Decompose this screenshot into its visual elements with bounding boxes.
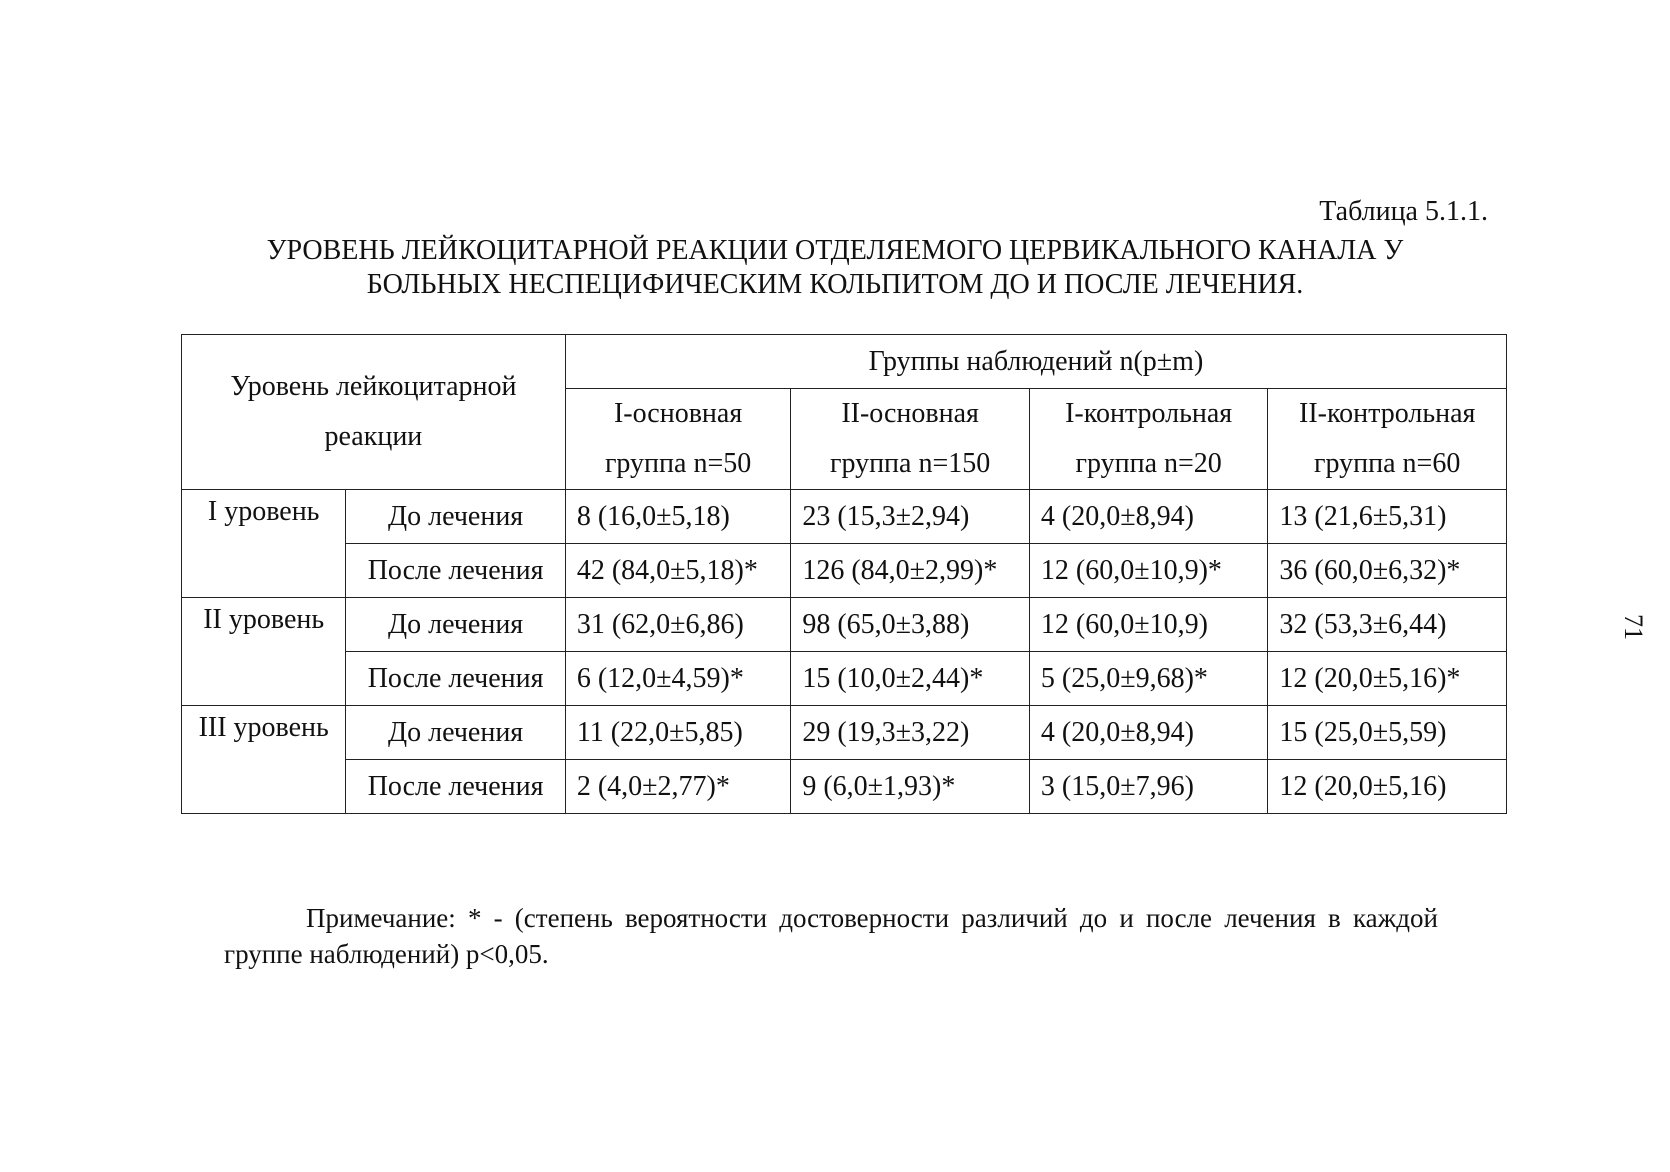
group-header-line-1: II-основная (841, 398, 979, 429)
row-header-line-2: реакции (324, 421, 423, 452)
phase-cell: После лечения (346, 652, 565, 706)
leukocyte-reaction-table (181, 334, 1507, 814)
value-cell: 3 (15,0±7,96) (1029, 760, 1268, 814)
value-cell: 32 (53,3±6,44) (1268, 598, 1507, 652)
value-cell: 9 (6,0±1,93)* (791, 760, 1030, 814)
group-header-line-2: группа n=50 (604, 448, 752, 479)
value-cell: 12 (60,0±10,9)* (1029, 544, 1268, 598)
value-cell: 5 (25,0±9,68)* (1029, 652, 1268, 706)
group-header-line-2: группа n=60 (1314, 448, 1461, 479)
group-header-cell (791, 389, 1030, 490)
page-number: 71 (1619, 614, 1648, 640)
group-header-line-1: I-основная (613, 398, 743, 429)
level-label-cell: II уровень (182, 598, 346, 706)
value-cell: 8 (16,0±5,18) (565, 490, 791, 544)
value-cell: 29 (19,3±3,22) (791, 706, 1030, 760)
value-cell: 36 (60,0±6,32)* (1268, 544, 1507, 598)
value-cell: 15 (25,0±5,59) (1268, 706, 1507, 760)
level-label-cell: III уровень (182, 706, 346, 814)
group-header-line-2: группа n=20 (1075, 448, 1222, 479)
table-title-line-1: УРОВЕНЬ ЛЕЙКОЦИТАРНОЙ РЕАКЦИИ ОТДЕЛЯЕМОГО ЦЕРВИКАЛЬНОГО КАНАЛА У (266, 235, 1404, 266)
value-cell: 4 (20,0±8,94) (1029, 490, 1268, 544)
table-row (182, 490, 1507, 544)
value-cell: 2 (4,0±2,77)* (565, 760, 791, 814)
table-caption: Таблица 5.1.1. (1319, 196, 1488, 227)
phase-cell: До лечения (346, 490, 565, 544)
group-header-cell (1029, 389, 1268, 490)
value-cell: 12 (20,0±5,16)* (1268, 652, 1507, 706)
table-row (182, 760, 1507, 814)
table-title-line-2: БОЛЬНЫХ НЕСПЕЦИФИЧЕСКИМ КОЛЬПИТОМ ДО И ПОСЛЕ ЛЕЧЕНИЯ. (366, 269, 1304, 300)
groups-header-cell: Группы наблюдений n(p±m) (565, 335, 1506, 389)
table-row (182, 652, 1507, 706)
level-label-cell: I уровень (182, 490, 346, 598)
value-cell: 15 (10,0±2,44)* (791, 652, 1030, 706)
group-header-line-2: группа n=150 (829, 448, 991, 479)
row-header-line-1: Уровень лейкоцитарной (230, 371, 517, 402)
row-header-cell (182, 335, 566, 490)
value-cell: 42 (84,0±5,18)* (565, 544, 791, 598)
value-cell: 126 (84,0±2,99)* (791, 544, 1030, 598)
value-cell: 13 (21,6±5,31) (1268, 490, 1507, 544)
value-cell: 98 (65,0±3,88) (791, 598, 1030, 652)
group-header-line-1: I-контрольная (1065, 398, 1233, 429)
group-header-cell (565, 389, 791, 490)
value-cell: 4 (20,0±8,94) (1029, 706, 1268, 760)
phase-cell: После лечения (346, 544, 565, 598)
table-row (182, 598, 1507, 652)
table-row (182, 706, 1507, 760)
phase-cell: После лечения (346, 760, 565, 814)
table-header-row (182, 335, 1507, 389)
value-cell: 23 (15,3±2,94) (791, 490, 1030, 544)
value-cell: 12 (60,0±10,9) (1029, 598, 1268, 652)
group-header-cell (1268, 389, 1507, 490)
table-title (240, 234, 1430, 302)
table-footnote: Примечание: * - (степень вероятности достоверности различий до и после лечения в каждой группе наблюдений) p<0,05. (224, 903, 1438, 969)
value-cell: 31 (62,0±6,86) (565, 598, 791, 652)
value-cell: 6 (12,0±4,59)* (565, 652, 791, 706)
phase-cell: До лечения (346, 706, 565, 760)
value-cell: 12 (20,0±5,16) (1268, 760, 1507, 814)
group-header-line-1: II-контрольная (1299, 398, 1476, 429)
value-cell: 11 (22,0±5,85) (565, 706, 791, 760)
table-row (182, 544, 1507, 598)
phase-cell: До лечения (346, 598, 565, 652)
